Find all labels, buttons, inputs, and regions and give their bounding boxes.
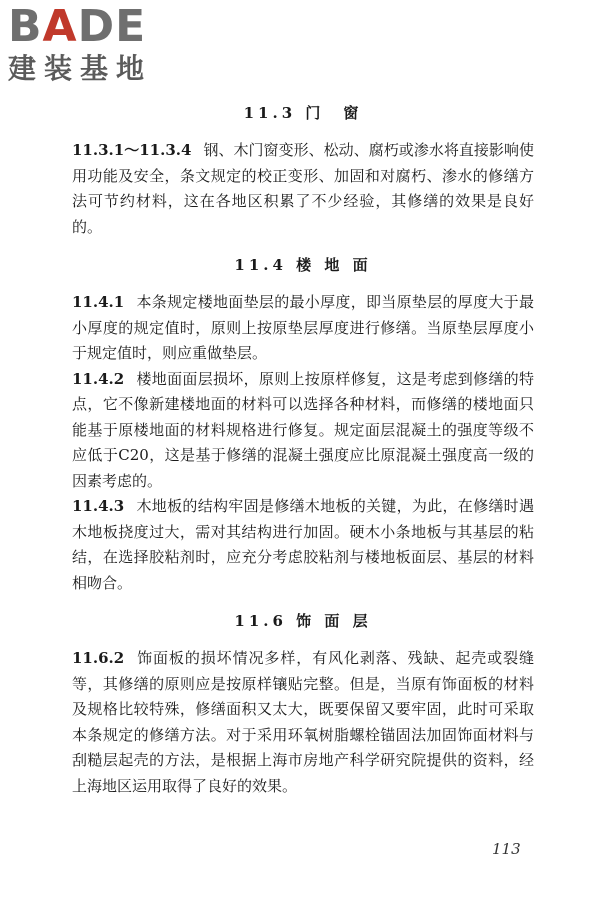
clause-number: 11.4.1	[72, 293, 125, 311]
logo-letters-de: DE	[77, 1, 147, 52]
page-number: 113	[492, 840, 521, 858]
section-floors	[72, 252, 534, 596]
clause-text: 木地板的结构牢固是修缮木地板的关键，为此，在修缮时遇木地板挠度过大，需对其结构进行加固。硬木小条地板与其基层的粘结，在选择胶粘剂时，应充分考虑胶粘剂与楼地板面层、基层的材料相吻合。	[72, 497, 534, 592]
section-title: 11.6 饰 面 层	[234, 612, 372, 630]
section-title: 11.3 门 窗	[243, 104, 363, 122]
clause-paragraph	[72, 646, 534, 799]
clause-text: 楼地面面层损坏，原则上按原样修复，这是考虑到修缮的特点，它不像新建楼地面的材料可以选择各种材料，而修缮的楼地面只能基于原楼地面的材料规格进行修复。规定面层混凝土的强度等级不应低于C20，这是基于修缮的混凝土强度应比原混凝土强度高一级的因素考虑的。	[72, 369, 534, 490]
logo-letter-b: B	[8, 1, 43, 52]
logo-wordmark	[8, 1, 178, 52]
section-finishes	[72, 608, 534, 799]
clause-paragraph	[72, 138, 534, 240]
clause-text: 钢、木门窗变形、松动、腐朽或渗水将直接影响使用功能及安全，条文规定的校正变形、加固和对腐朽、渗水的修缮方法可节约材料，这在各地区积累了不少经验，其修缮的效果是良好的。	[72, 141, 534, 236]
clause-number: 11.4.2	[72, 369, 125, 388]
clause-number: 11.6.2	[72, 649, 125, 667]
logo-letter-a: A	[42, 1, 78, 52]
section-doors-windows	[72, 100, 534, 240]
clause-paragraph	[72, 290, 534, 367]
clause-text: 饰面板的损坏情况多样，有风化剥落、残缺、起壳或裂缝等，其修缮的原则应是按原样镶贴完整。但是，当原有饰面板的材料及规格比较特殊，修缮面积又太大，既要保留又要牢固，此时可采取本条规定的修缮方法。对于采用环氧树脂螺栓锚固法加固饰面材料与刮糙层起壳的方法，是根据上海市房地产科学研究院提供的资料，经上海地区运用取得了良好的效果。	[72, 649, 534, 795]
clause-paragraph	[72, 367, 534, 495]
clause-text: 本条规定楼地面垫层的最小厚度，即当原垫层的厚度大于最小厚度的规定值时，原则上按原垫层厚度进行修缮。当原垫层厚度小于规定值时，则应重做垫层。	[72, 293, 534, 362]
logo-subtitle: 建装基地	[8, 52, 153, 85]
clause-paragraph	[72, 494, 534, 596]
clause-number: 11.3.1～11.3.4	[72, 141, 192, 159]
brand-logo	[8, 1, 178, 86]
document-body	[72, 100, 534, 799]
section-title: 11.4 楼 地 面	[234, 256, 372, 274]
clause-number: 11.4.3	[72, 497, 125, 515]
